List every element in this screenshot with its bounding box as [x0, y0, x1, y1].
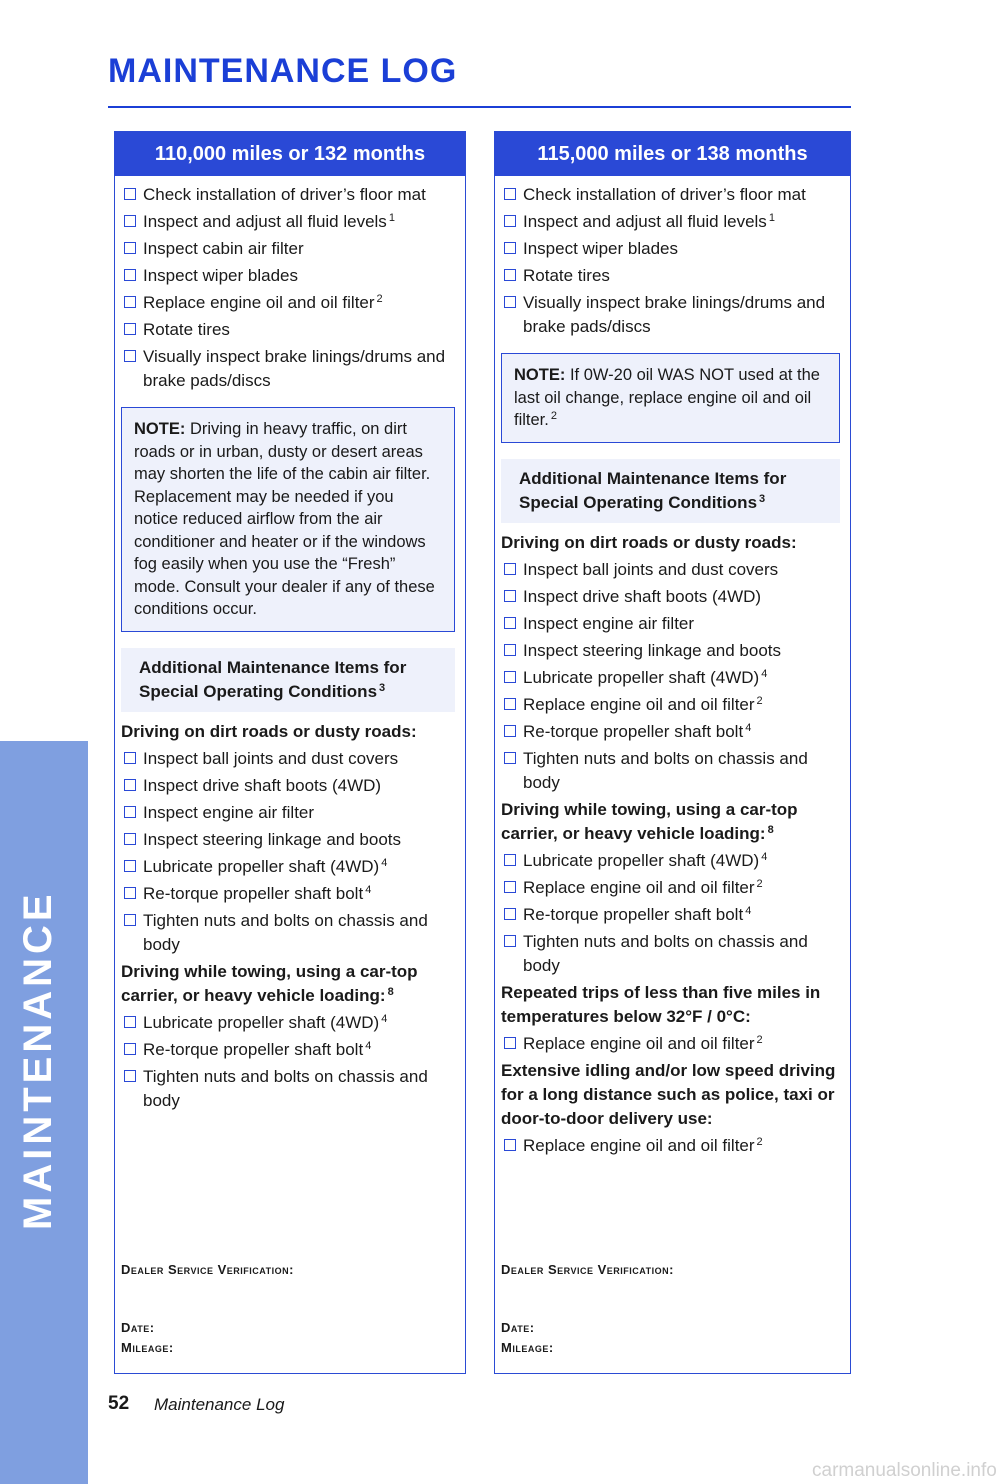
footer-section-title: Maintenance Log [154, 1395, 285, 1414]
checkbox[interactable] [504, 563, 516, 575]
title-divider [108, 106, 851, 108]
checkbox[interactable] [124, 860, 136, 872]
checkbox[interactable] [124, 914, 136, 926]
checkbox[interactable] [504, 644, 516, 656]
checklist-item: Re-torque propeller shaft bolt $^4$ [121, 1038, 455, 1062]
checklist-item: Inspect ball joints and dust covers [501, 558, 840, 582]
checkbox[interactable] [504, 1037, 516, 1049]
condition-heading: Driving on dirt roads or dusty roads: [121, 721, 417, 741]
checklist-item: Visually inspect brake linings/drums and brake pads/discs [501, 291, 840, 339]
checkbox[interactable] [124, 887, 136, 899]
checkbox[interactable] [504, 1139, 516, 1151]
checkbox[interactable] [504, 188, 516, 200]
checkbox[interactable] [504, 671, 516, 683]
checklist-item: Replace engine oil and oil filter $^2$ [501, 876, 840, 900]
checklist-item: Lubricate propeller shaft (4WD) $^4$ [501, 849, 840, 873]
condition-heading: Driving on dirt roads or dusty roads: [501, 532, 797, 552]
checklist-item: Replace engine oil and oil filter $^2$ [501, 1032, 840, 1056]
page-title: MAINTENANCE LOG [108, 52, 458, 90]
checklist-item: Inspect drive shaft boots (4WD) [501, 585, 840, 609]
checkbox[interactable] [504, 881, 516, 893]
checklist-item: Check installation of driver’s floor mat [501, 183, 840, 207]
checklist-item: Re-torque propeller shaft bolt $^4$ [501, 903, 840, 927]
checklist [121, 183, 455, 393]
note-box: NOTE: If 0W-20 oil WAS NOT used at the last oil change, replace engine oil and oil filter. $^2$ [501, 353, 840, 443]
checklist-item: Lubricate propeller shaft (4WD) $^4$ [501, 666, 840, 690]
additional-items-heading: Additional Maintenance Items for Special Operating Conditions $^3$ [121, 648, 455, 712]
condition-checklist [501, 849, 840, 978]
condition-checklist [121, 1011, 455, 1113]
checkbox[interactable] [124, 752, 136, 764]
checklist-item: Check installation of driver’s floor mat [121, 183, 455, 207]
note-box: NOTE: Driving in heavy traffic, on dirt roads or in urban, dusty or desert areas may shorten the life of the cabin air filter. Replacement may be needed if you notice reduced airflow from the air conditioner and heater or if the windows fog easily when you use the “Fresh” mode. Consult your dealer if any of these conditions occur. [121, 407, 455, 632]
checkbox[interactable] [124, 323, 136, 335]
date-label: Date: [121, 1320, 155, 1335]
condition-heading: Extensive idling and/or low speed driving for a long distance such as police, taxi or door-to-door delivery use: [501, 1060, 836, 1128]
checklist-item: Inspect and adjust all fluid levels $^1$ [501, 210, 840, 234]
checkbox[interactable] [124, 833, 136, 845]
checkbox[interactable] [124, 269, 136, 281]
checklist-item: Tighten nuts and bolts on chassis and body [501, 747, 840, 795]
checklist-item: Inspect engine air filter [501, 612, 840, 636]
page-number: 52 [108, 1393, 130, 1414]
checkbox[interactable] [504, 215, 516, 227]
checklist-item: Replace engine oil and oil filter $^2$ [121, 291, 455, 315]
checkbox[interactable] [504, 296, 516, 308]
checkbox[interactable] [504, 908, 516, 920]
checklist-item: Re-torque propeller shaft bolt $^4$ [501, 720, 840, 744]
checklist-item: Inspect cabin air filter [121, 237, 455, 261]
date-label: Date: [501, 1320, 535, 1335]
checklist-item: Replace engine oil and oil filter $^2$ [501, 693, 840, 717]
condition-heading: Driving while towing, using a car-top carrier, or heavy vehicle loading: $^8$ [501, 799, 798, 843]
checklist-item: Inspect drive shaft boots (4WD) [121, 774, 455, 798]
checkbox[interactable] [504, 854, 516, 866]
schedule-110k [114, 131, 466, 1374]
checklist-item: Tighten nuts and bolts on chassis and body [501, 930, 840, 978]
checklist-item: Inspect ball joints and dust covers [121, 747, 455, 771]
checklist-item: Lubricate propeller shaft (4WD) $^4$ [121, 855, 455, 879]
checklist-item: Inspect wiper blades [121, 264, 455, 288]
condition-checklist [501, 1134, 840, 1158]
checkbox[interactable] [504, 590, 516, 602]
condition-checklist [501, 1032, 840, 1056]
checklist-item: Inspect engine air filter [121, 801, 455, 825]
checkbox[interactable] [124, 1043, 136, 1055]
checkbox[interactable] [124, 350, 136, 362]
checkbox[interactable] [124, 296, 136, 308]
checkbox[interactable] [124, 215, 136, 227]
checkbox[interactable] [504, 242, 516, 254]
checklist-item: Re-torque propeller shaft bolt $^4$ [121, 882, 455, 906]
schedule-header: 115,000 miles or 138 months [495, 132, 850, 176]
dealer-verification-label: Dealer Service Verification: [501, 1262, 674, 1277]
condition-checklist [121, 747, 455, 957]
checkbox[interactable] [124, 779, 136, 791]
checkbox[interactable] [124, 1016, 136, 1028]
schedule-header: 110,000 miles or 132 months [115, 132, 465, 176]
checklist [501, 183, 840, 339]
checklist-item: Replace engine oil and oil filter $^2$ [501, 1134, 840, 1158]
checkbox[interactable] [124, 806, 136, 818]
condition-checklist [501, 558, 840, 795]
checklist-item: Tighten nuts and bolts on chassis and body [121, 1065, 455, 1113]
checkbox[interactable] [504, 698, 516, 710]
checklist-item: Tighten nuts and bolts on chassis and body [121, 909, 455, 957]
mileage-label: Mileage: [501, 1340, 554, 1355]
checklist-item: Inspect steering linkage and boots [121, 828, 455, 852]
dealer-verification-label: Dealer Service Verification: [121, 1262, 294, 1277]
note-text: Driving in heavy traffic, on dirt roads or in urban, dusty or desert areas may shorten the life of the cabin air filter. Replacement may be needed if you notice reduced airflow from the air conditioner and heater or if the windows fog easily when you use the “Fresh” mode. Consult your dealer if any of these conditions occur. [134, 420, 435, 618]
checkbox[interactable] [504, 725, 516, 737]
checklist-item: Lubricate propeller shaft (4WD) $^4$ [121, 1011, 455, 1035]
side-tab-label: MAINTENANCE [16, 890, 60, 1230]
additional-items-heading: Additional Maintenance Items for Special Operating Conditions $^3$ [501, 459, 840, 523]
checkbox[interactable] [124, 188, 136, 200]
checkbox[interactable] [124, 242, 136, 254]
checkbox[interactable] [124, 1070, 136, 1082]
checklist-item: Rotate tires [501, 264, 840, 288]
schedule-115k [494, 131, 851, 1374]
watermark: carmanualsonline.info [812, 1460, 997, 1481]
checkbox[interactable] [504, 617, 516, 629]
condition-heading: Repeated trips of less than five miles in temperatures below 32°F / 0°C: [501, 982, 821, 1026]
checklist-item: Inspect steering linkage and boots [501, 639, 840, 663]
mileage-label: Mileage: [121, 1340, 174, 1355]
checklist-item: Inspect and adjust all fluid levels $^1$ [121, 210, 455, 234]
checklist-item: Visually inspect brake linings/drums and brake pads/discs [121, 345, 455, 393]
condition-heading: Driving while towing, using a car-top carrier, or heavy vehicle loading: $^8$ [121, 961, 418, 1005]
checklist-item: Rotate tires [121, 318, 455, 342]
checklist-item: Inspect wiper blades [501, 237, 840, 261]
checkbox[interactable] [504, 752, 516, 764]
note-text: If 0W-20 oil WAS NOT used at the last oil change, replace engine oil and oil filter. [514, 366, 820, 429]
checkbox[interactable] [504, 269, 516, 281]
checkbox[interactable] [504, 935, 516, 947]
